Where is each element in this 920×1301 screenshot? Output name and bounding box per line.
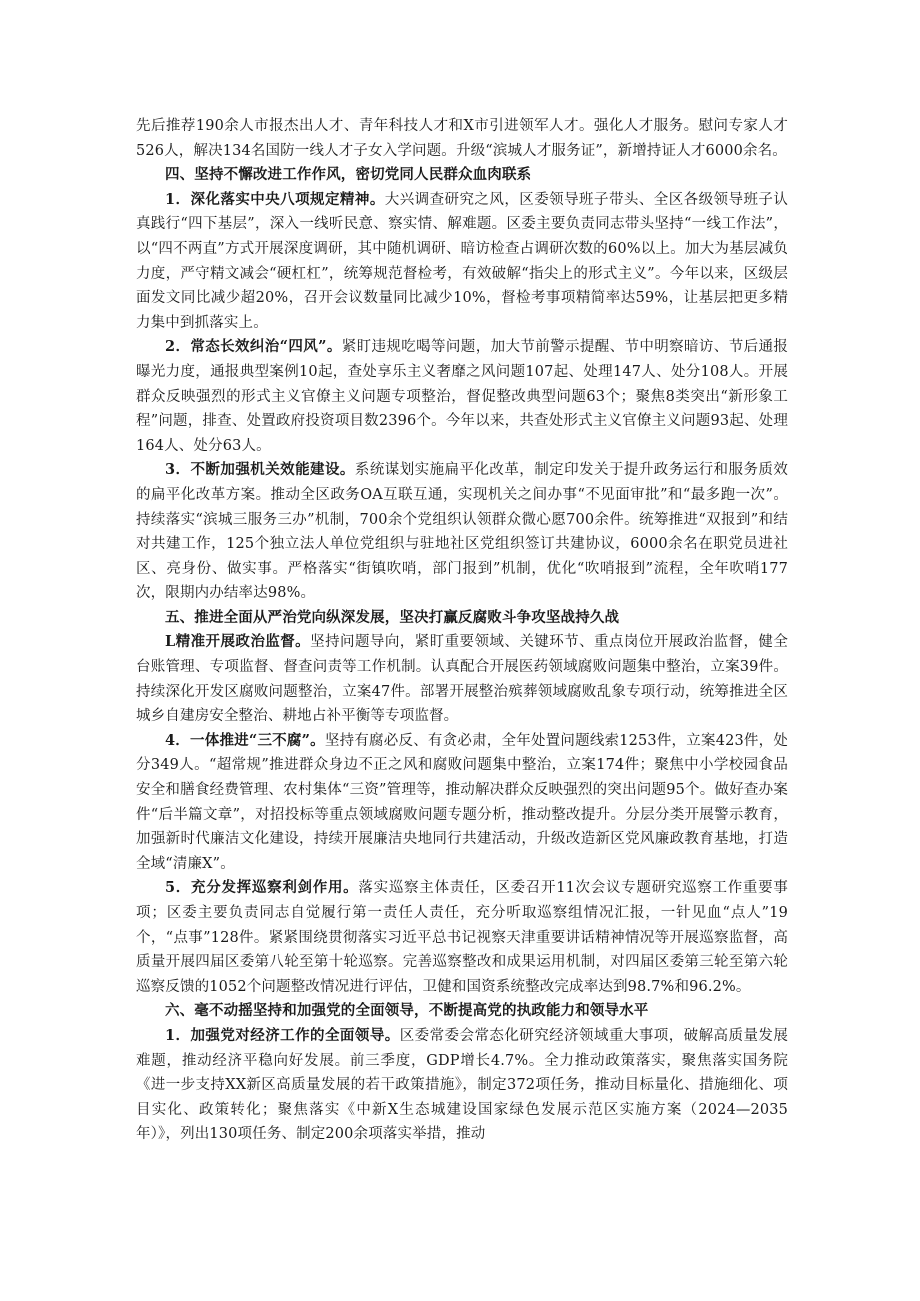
paragraph-lead: 5．充分发挥巡察利剑作用。	[165, 879, 359, 897]
paragraph-5-1	[136, 630, 788, 728]
paragraph-lead: 4．一体推进“三不腐”。	[165, 731, 325, 749]
paragraph-text: 紧盯违规吃喝等问题，加大节前警示提醒、节中明察暗访、节后通报曝光力度，通报典型案例10起，查处享乐主义奢靡之风问题107起、处理147人、处分108人。开展群众反映强烈的形式主义官僚主义问题专项整治，督促整改典型问题63个；聚焦8类突出“新形象工程”问题，排查、处置政府投资项目数2396个。今年以来，共查处形式主义官僚主义问题93起、处理164人、处分63人。	[136, 339, 788, 454]
paragraph-4-3	[136, 458, 788, 606]
section-heading-5: 五、推进全面从严治党向纵深发展，坚决打赢反腐败斗争攻坚战持久战	[165, 608, 620, 626]
paragraph-lead: 1．深化落实中央八项规定精神。	[165, 190, 385, 208]
document-body	[136, 114, 788, 1147]
paragraph-text: 系统谋划实施扁平化改革，制定印发关于提升政务运行和服务质效的扁平化改革方案。推动全区政务OA互联互通，实现机关之间办事“不见面审批”和“最多跑一次”。持续落实“滨城三服务三办”机制，700余个党组织认领群众微心愿700余件。统筹推进“双报到”和结对共建工作，125个独立法人单位党组织与驻地社区党组织签订共建协议，6000余名在职党员进社区、亮身份、做实事。严格落实“街镇吹哨，部门报到”机制，优化“吹哨报到”流程，全年吹哨177次，限期内办结率达98%。	[136, 462, 788, 602]
paragraph-lead: L精准开展政治监督。	[165, 633, 311, 651]
paragraph-4-2	[136, 335, 788, 458]
paragraph-4-1	[136, 188, 788, 336]
paragraph-5-3	[136, 876, 788, 999]
paragraph-lead: 3．不断加强机关效能建设。	[165, 461, 355, 479]
paragraph-text: 大兴调查研究之风，区委领导班子带头、全区各级领导班子认真践行“四下基层”，深入一线听民意、察实情、解难题。区委主要负责同志带头坚持“一线工作法”，以“四不两直”方式开展深度调研，其中随机调研、暗访检查占调研次数的60%以上。加大为基层减负力度，严守精文减会“硬杠杠”，统筹规范督检考，有效破解“指尖上的形式主义”。今年以来，区级层面发文同比减少超20%，召开会议数量同比减少10%，督检考事项精简率达59%，让基层把更多精力集中到抓落实上。	[136, 191, 788, 331]
paragraph-continuation: 先后推荐190余人市报杰出人才、青年科技人才和X市引进领军人才。强化人才服务。慰问专家人才526人，解决134名国防一线人才子女入学问题。升级“滨城人才服务证”，新增持证人才6000余名。	[136, 118, 788, 159]
paragraph-5-2	[136, 729, 788, 877]
section-heading-6: 六、毫不动摇坚持和加强党的全面领导，不断提高党的执政能力和领导水平	[165, 1002, 649, 1020]
paragraph-text: 坚持有腐必反、有贪必肃，全年处置问题线索1253件，立案423件，处分349人。“超常规”推进群众身边不正之风和腐败问题集中整治，立案174件；聚焦中小学校园食品安全和膳食经费管理、农村集体“三资”管理等，推动解决群众反映强烈的突出问题95个。做好查办案件“后半篇文章”，对招投标等重点领域腐败问题专题分析，推动整改提升。分层分类开展警示教育，加强新时代廉洁文化建设，持续开展廉洁央地同行共建活动，升级改造新区党风廉政教育基地，打造全域“清廉X”。	[136, 732, 788, 872]
section-heading-4: 四、坚持不懈改进工作作风，密切党同人民群众血肉联系	[165, 166, 532, 184]
paragraph-lead: 2．常态长效纠治“四风”。	[165, 338, 342, 356]
paragraph-text: 落实巡察主体责任，区委召开11次会议专题研究巡察工作重要事项；区委主要负责同志自觉履行第一责任人责任，充分听取巡察组情况汇报，一针见血“点人”19个，“点事”128件。紧紧围绕贯彻落实习近平总书记视察天津重要讲话精神情况等开展巡察监督，高质量开展四届区委第八轮至第十轮巡察。完善巡察整改和成果运用机制，对四届区委第三轮至第六轮巡察反馈的1052个问题整改情况进行评估，卫健和国资系统整改完成率达到98.7%和96.2%。	[136, 880, 788, 995]
paragraph-text: 区委常委会常态化研究经济领域重大事项，破解高质量发展难题，推动经济平稳向好发展。前三季度，GDP增长4.7%。全力推动政策落实，聚焦落实国务院《进一步支持XX新区高质量发展的若干政策措施》，制定372项任务，推动目标量化、措施细化、项目实化、政策转化；聚焦落实《中新X生态城建设国家绿色发展示范区实施方案（2024—2035年）》，列出130项任务、制定200余项落实举措，推动	[136, 1027, 788, 1143]
paragraph-lead: 1．加强党对经济工作的全面领导。	[165, 1026, 400, 1044]
paragraph-text: 坚持问题导向，紧盯重要领域、关键环节、重点岗位开展政治监督，健全台账管理、专项监督、督查问责等工作机制。认真配合开展医药领域腐败问题集中整治，立案39件。持续深化开发区腐败问题整治，立案47件。部署开展整治殡葬领域腐败乱象专项行动，统筹推进全区城乡自建房安全整治、耕地占补平衡等专项监督。	[136, 634, 788, 725]
paragraph-6-1	[136, 1024, 788, 1147]
